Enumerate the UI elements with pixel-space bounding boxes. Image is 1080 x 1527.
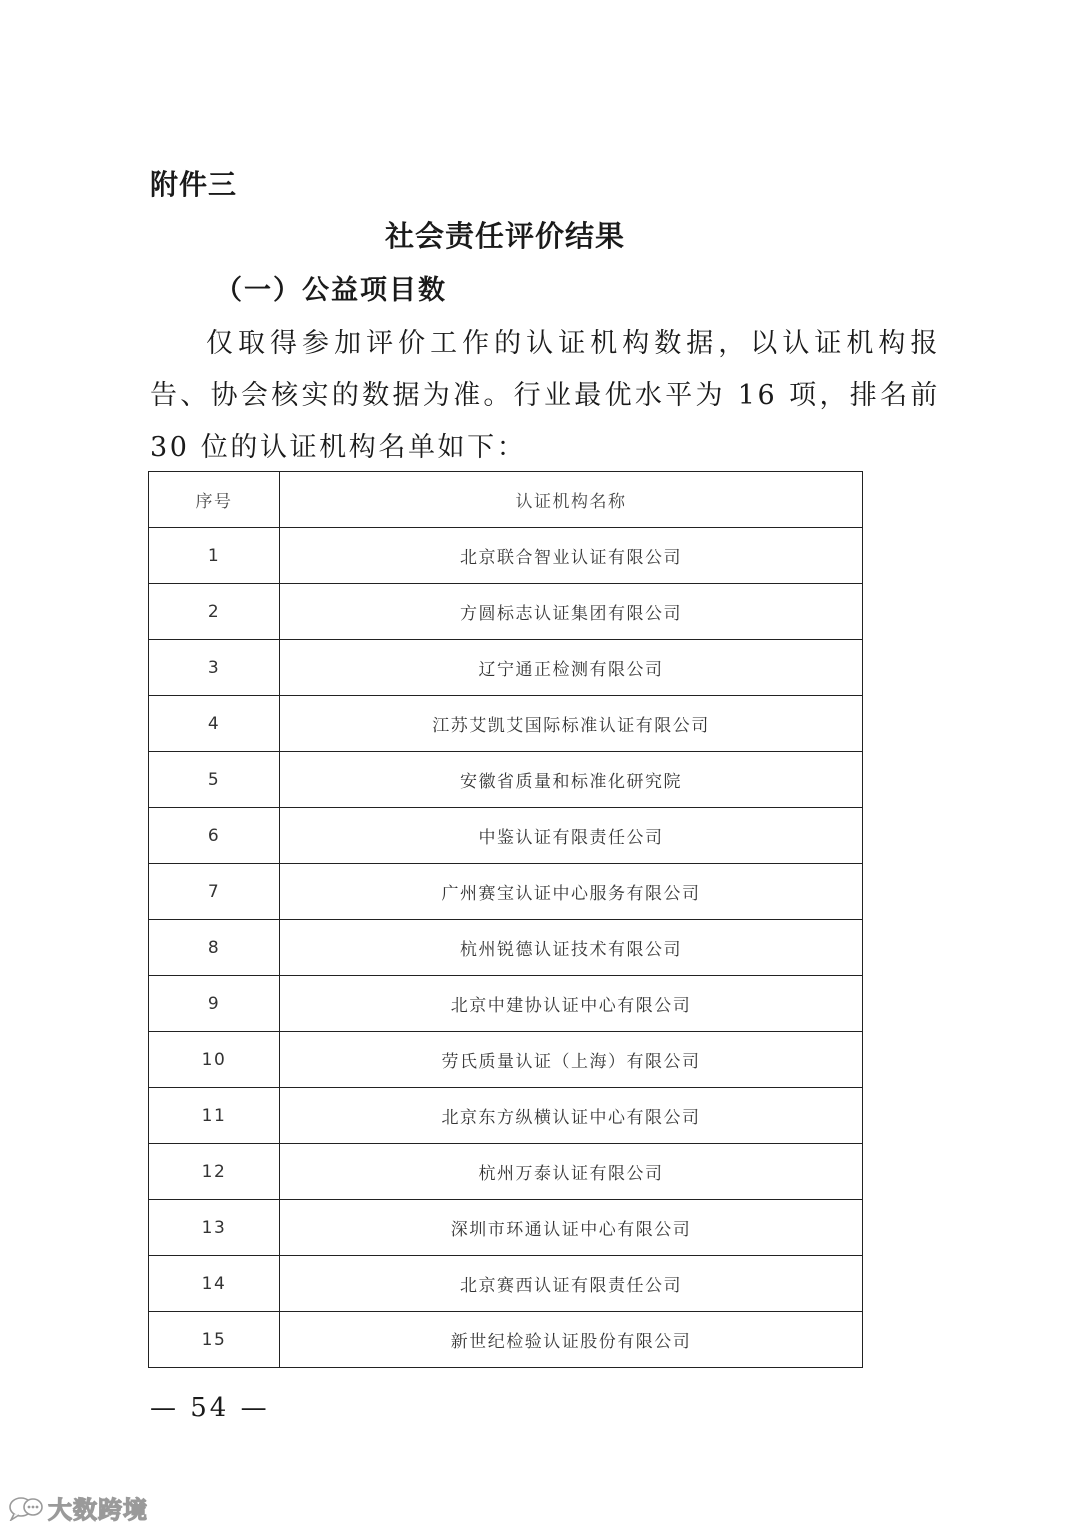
page-title: 社会责任评价结果 [384,219,625,253]
row-number: 5 [149,752,280,808]
row-number: 9 [149,976,280,1032]
row-organization-name: 辽宁通正检测有限公司 [280,640,863,696]
table-row [149,640,863,696]
header-number: 序号 [149,472,280,528]
attachment-label: 附件三 [150,168,238,201]
table-row [149,696,863,752]
row-number: 15 [149,1312,280,1368]
row-organization-name: 方圆标志认证集团有限公司 [280,584,863,640]
table-row [149,1088,863,1144]
row-organization-name: 广州赛宝认证中心服务有限公司 [280,864,863,920]
table-row [149,1144,863,1200]
watermark [8,1490,148,1525]
row-number: 13 [149,1200,280,1256]
row-organization-name: 安徽省质量和标准化研究院 [280,752,863,808]
row-number: 12 [149,1144,280,1200]
table-body [149,528,863,1368]
table-header-row [149,472,863,528]
ranking-table [148,471,863,1368]
table-row [149,864,863,920]
table-row [149,1312,863,1368]
row-number: 6 [149,808,280,864]
row-number: 11 [149,1088,280,1144]
row-organization-name: 江苏艾凯艾国际标准认证有限公司 [280,696,863,752]
row-organization-name: 新世纪检验认证股份有限公司 [280,1312,863,1368]
table-row [149,808,863,864]
table-row [149,976,863,1032]
row-organization-name: 杭州锐德认证技术有限公司 [280,920,863,976]
row-number: 2 [149,584,280,640]
row-organization-name: 北京东方纵横认证中心有限公司 [280,1088,863,1144]
page-number: — 54 — [150,1393,270,1423]
row-organization-name: 杭州万泰认证有限公司 [280,1144,863,1200]
row-number: 3 [149,640,280,696]
row-number: 4 [149,696,280,752]
row-organization-name: 北京中建协认证中心有限公司 [280,976,863,1032]
row-organization-name: 劳氏质量认证（上海）有限公司 [280,1032,863,1088]
row-number: 1 [149,528,280,584]
table-row [149,1032,863,1088]
table-row [149,1200,863,1256]
row-organization-name: 北京联合智业认证有限公司 [280,528,863,584]
table-row [149,528,863,584]
intro-paragraph: 仅取得参加评价工作的认证机构数据，以认证机构报告、协会核实的数据为准。行业最优水平为 16 项，排名前 30 位的认证机构名单如下： [150,328,940,463]
row-number: 8 [149,920,280,976]
table-row [149,752,863,808]
table-row [149,584,863,640]
table-row [149,1256,863,1312]
row-number: 10 [149,1032,280,1088]
header-name: 认证机构名称 [280,472,863,528]
chat-bubble-icon [8,1495,44,1521]
row-organization-name: 深圳市环通认证中心有限公司 [280,1200,863,1256]
table-row [149,920,863,976]
row-number: 14 [149,1256,280,1312]
section-heading: （一）公益项目数 [215,275,447,306]
watermark-text: 大数跨境 [48,1496,148,1524]
row-organization-name: 北京赛西认证有限责任公司 [280,1256,863,1312]
row-organization-name: 中鉴认证有限责任公司 [280,808,863,864]
row-number: 7 [149,864,280,920]
